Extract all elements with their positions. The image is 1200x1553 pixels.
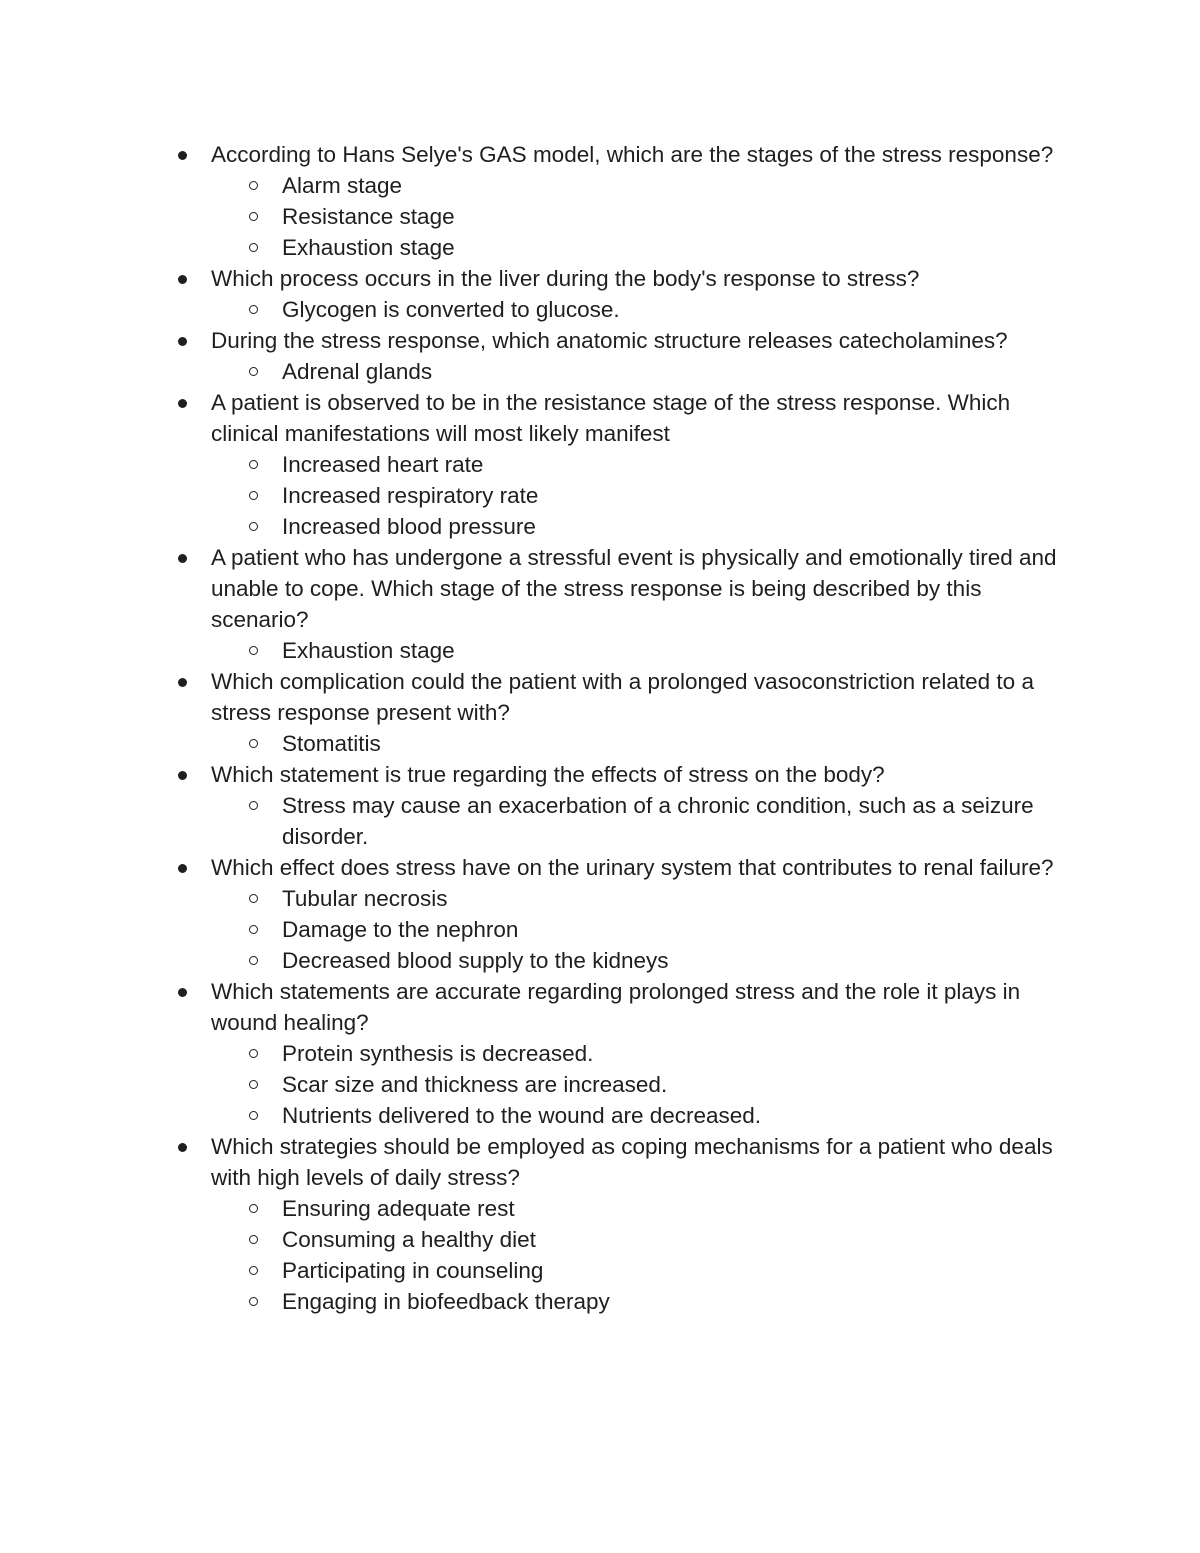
hollow-bullet-icon bbox=[249, 1266, 258, 1275]
hollow-bullet-icon bbox=[249, 367, 258, 376]
bullet-icon bbox=[178, 678, 187, 687]
hollow-bullet-icon bbox=[249, 801, 258, 810]
answer-text: Exhaustion stage bbox=[282, 638, 455, 663]
hollow-bullet-icon bbox=[249, 739, 258, 748]
hollow-bullet-icon bbox=[249, 646, 258, 655]
answer-item bbox=[0, 728, 1072, 759]
answer-text: Decreased blood supply to the kidneys bbox=[282, 948, 669, 973]
hollow-bullet-icon bbox=[249, 243, 258, 252]
question-text: Which effect does stress have on the urinary system that contributes to renal failure? bbox=[211, 855, 1054, 880]
hollow-bullet-icon bbox=[249, 212, 258, 221]
answer-item bbox=[0, 945, 1072, 976]
bullet-icon bbox=[178, 275, 187, 284]
answer-item bbox=[0, 201, 1072, 232]
question-item bbox=[0, 976, 1071, 1038]
hollow-bullet-icon bbox=[249, 1049, 258, 1058]
bullet-icon bbox=[178, 864, 187, 873]
question-item bbox=[0, 542, 1071, 635]
question-item bbox=[0, 852, 1071, 883]
bullet-icon bbox=[178, 399, 187, 408]
answer-text: Participating in counseling bbox=[282, 1258, 544, 1283]
hollow-bullet-icon bbox=[249, 1297, 258, 1306]
bullet-icon bbox=[178, 337, 187, 346]
document-body bbox=[0, 139, 1200, 1317]
answer-text: Nutrients delivered to the wound are decreased. bbox=[282, 1103, 762, 1128]
answer-item bbox=[0, 1069, 1072, 1100]
answer-text: Exhaustion stage bbox=[282, 235, 455, 260]
answer-text: Engaging in biofeedback therapy bbox=[282, 1289, 610, 1314]
answer-text: Increased blood pressure bbox=[282, 514, 536, 539]
answer-text: Stress may cause an exacerbation of a chronic condition, such as a seizure disorder. bbox=[282, 793, 1034, 849]
question-text: Which process occurs in the liver during the body's response to stress? bbox=[211, 266, 920, 291]
hollow-bullet-icon bbox=[249, 925, 258, 934]
answer-item bbox=[0, 1193, 1072, 1224]
answer-item bbox=[0, 1286, 1072, 1317]
answer-item bbox=[0, 511, 1072, 542]
answer-item bbox=[0, 1224, 1072, 1255]
bullet-icon bbox=[178, 988, 187, 997]
hollow-bullet-icon bbox=[249, 1111, 258, 1120]
question-text: Which statements are accurate regarding prolonged stress and the role it plays in wound healing? bbox=[211, 979, 1021, 1035]
answer-item bbox=[0, 883, 1072, 914]
question-text: Which complication could the patient with a prolonged vasoconstriction related to a stress response present with? bbox=[211, 669, 1034, 725]
hollow-bullet-icon bbox=[249, 522, 258, 531]
question-text: During the stress response, which anatomic structure releases catecholamines? bbox=[211, 328, 1008, 353]
question-item bbox=[0, 666, 1071, 728]
question-text: A patient who has undergone a stressful event is physically and emotionally tired and unable to cope. Which stage of the stress response is being described by this scenario? bbox=[211, 545, 1057, 632]
answer-item bbox=[0, 1255, 1072, 1286]
answer-text: Increased respiratory rate bbox=[282, 483, 539, 508]
answer-item bbox=[0, 232, 1072, 263]
answer-text: Stomatitis bbox=[282, 731, 381, 756]
answer-item bbox=[0, 914, 1072, 945]
question-item bbox=[0, 1131, 1071, 1193]
question-item bbox=[0, 263, 1071, 294]
hollow-bullet-icon bbox=[249, 305, 258, 314]
hollow-bullet-icon bbox=[249, 181, 258, 190]
hollow-bullet-icon bbox=[249, 1080, 258, 1089]
answer-item bbox=[0, 294, 1072, 325]
answer-item bbox=[0, 480, 1072, 511]
answer-text: Protein synthesis is decreased. bbox=[282, 1041, 594, 1066]
hollow-bullet-icon bbox=[249, 894, 258, 903]
answer-item bbox=[0, 170, 1072, 201]
question-item bbox=[0, 387, 1071, 449]
answer-text: Consuming a healthy diet bbox=[282, 1227, 536, 1252]
bullet-icon bbox=[178, 771, 187, 780]
hollow-bullet-icon bbox=[249, 1235, 258, 1244]
question-item bbox=[0, 139, 1071, 170]
bullet-icon bbox=[178, 1143, 187, 1152]
answer-text: Resistance stage bbox=[282, 204, 455, 229]
answer-item bbox=[0, 1100, 1072, 1131]
answer-item bbox=[0, 635, 1072, 666]
answer-item bbox=[0, 1038, 1072, 1069]
answer-text: Adrenal glands bbox=[282, 359, 433, 384]
hollow-bullet-icon bbox=[249, 460, 258, 469]
answer-text: Alarm stage bbox=[282, 173, 403, 198]
question-item bbox=[0, 759, 1071, 790]
question-text: A patient is observed to be in the resistance stage of the stress response. Which clinical manifestations will most likely manifest bbox=[211, 390, 1011, 446]
question-text: Which statement is true regarding the effects of stress on the body? bbox=[211, 762, 885, 787]
question-text: Which strategies should be employed as coping mechanisms for a patient who deals with high levels of daily stress? bbox=[211, 1134, 1053, 1190]
answer-text: Ensuring adequate rest bbox=[282, 1196, 515, 1221]
answer-text: Scar size and thickness are increased. bbox=[282, 1072, 668, 1097]
answer-item bbox=[0, 449, 1072, 480]
hollow-bullet-icon bbox=[249, 1204, 258, 1213]
bullet-icon bbox=[178, 151, 187, 160]
answer-text: Increased heart rate bbox=[282, 452, 484, 477]
answer-text: Tubular necrosis bbox=[282, 886, 448, 911]
hollow-bullet-icon bbox=[249, 956, 258, 965]
question-text: According to Hans Selye's GAS model, which are the stages of the stress response? bbox=[211, 142, 1054, 167]
hollow-bullet-icon bbox=[249, 491, 258, 500]
answer-text: Damage to the nephron bbox=[282, 917, 519, 942]
bullet-icon bbox=[178, 554, 187, 563]
question-item bbox=[0, 325, 1071, 356]
answer-item bbox=[0, 790, 1072, 852]
answer-item bbox=[0, 356, 1072, 387]
answer-text: Glycogen is converted to glucose. bbox=[282, 297, 620, 322]
